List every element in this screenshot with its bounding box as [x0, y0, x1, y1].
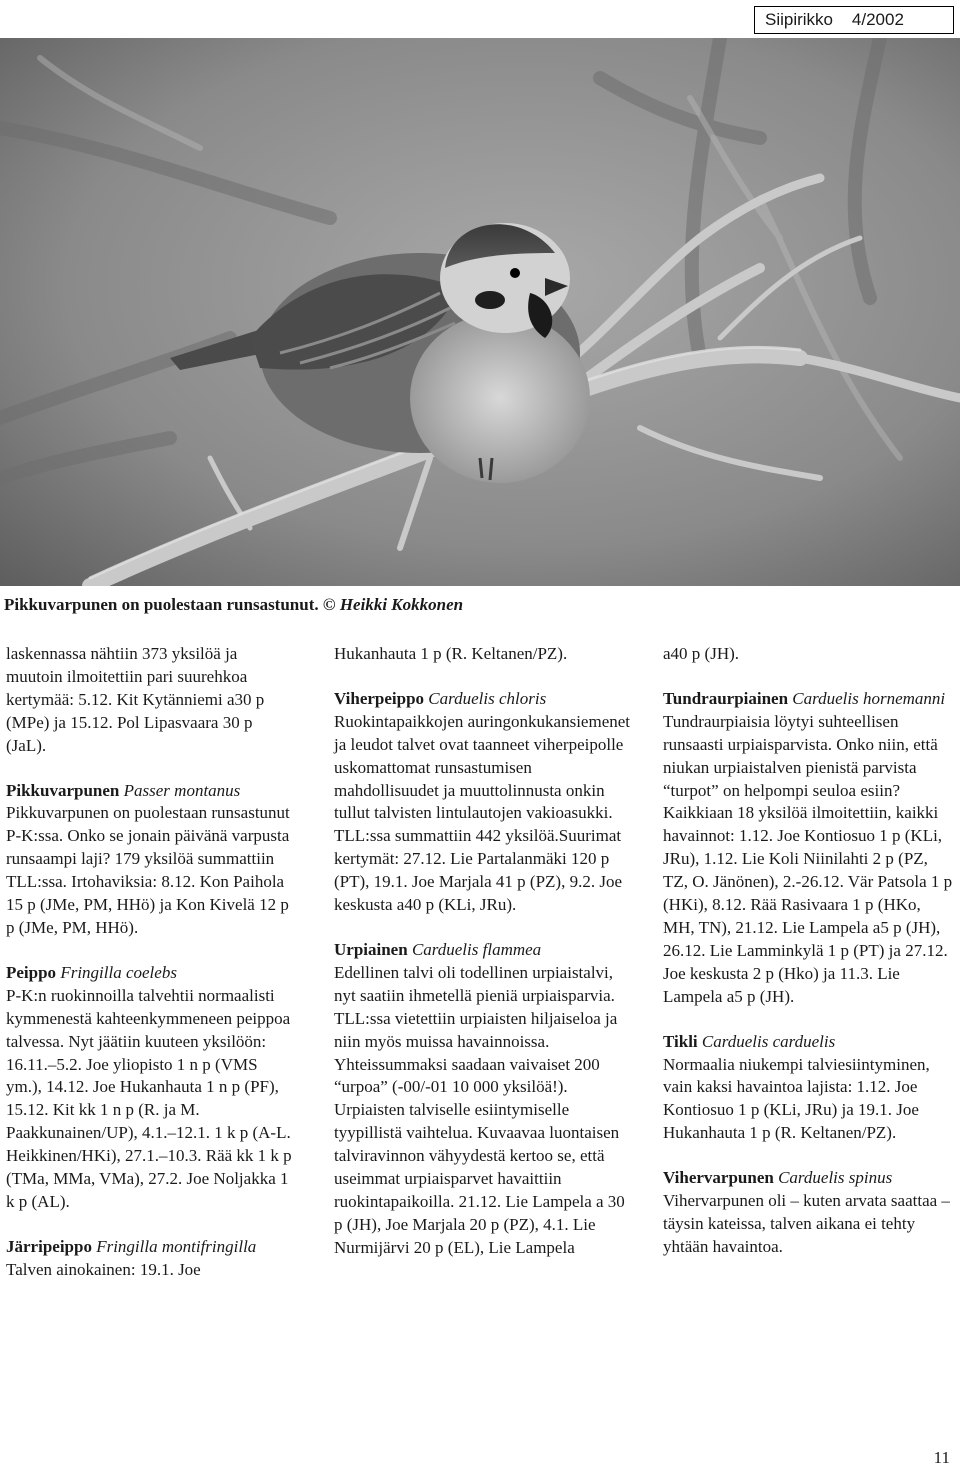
species-name: Pikkuvarpunen	[6, 780, 120, 800]
species-latin: Carduelis chloris	[428, 688, 547, 708]
species-name: Viherpeippo	[334, 688, 425, 708]
species-text: Ruokintapaikkojen auringonkukansiemenet ja leudot talvet ovat taanneet viherpeipolle uskomattomat runsastumisen mahdollisuudet ja muuttolinnusta onkin tullut talvisten lintulautojen vakioasukki. TLL:ssa summattiin 442 yksilöä.Suurimat kertymät: 27.12. Lie Partalanmäki 120 p (PT), 19.1. Joe Marjala 41 p (PZ), 9.2. Joe keskusta a40 p (KLi, JRu).	[334, 711, 631, 915]
paragraph: a40 p (JH).	[663, 644, 740, 663]
species-name: Urpiainen	[334, 939, 408, 959]
species-section-urpiainen	[334, 939, 630, 1260]
species-text: Edellinen talvi oli todellinen urpiaistalvi, nyt saatiin ihmetellä pieniä urpiaisparvia. TLL:ssa vietettiin urpiaisten hiljaiseloa ja niin myös muissa havainnoissa. Yhteissummaksi saadaan vaivaiset 200 “urpoa” (-00/-01 10 000 yksilöä!). Urpiaisten talviselle esiintymiselle tyypillistä vaihtelua. Kuvaavaa luontaisen talviravinnon vähyydestä kertoo se, että useimmat urpiaisparvet havaittiin ruokintapaikoilla. 21.12. Lie Lampela a 30 p (JH), Joe Marjala 20 p (PZ), 4.1. Lie Nurmijärvi 20 p (EL), Lie Lampela	[334, 962, 625, 1257]
bird-photo	[0, 38, 960, 586]
species-section-vihervarpunen	[663, 1167, 955, 1259]
species-text: Normaalia niukempi talviesiintyminen, vain kaksi havaintoa lajista: 1.12. Joe Kontiosuo 1 p (KLi, JRu) ja 19.1. Joe Hukanhauta 1 p (R. Keltanen/PZ).	[663, 1054, 930, 1143]
species-section-tikli	[663, 1031, 955, 1146]
species-section-peippo	[6, 962, 296, 1214]
species-latin: Carduelis spinus	[778, 1168, 893, 1188]
caption-credit: © Heikki Kokkonen	[322, 595, 464, 614]
species-text: P-K:n ruokinnoilla talvehtii normaalisti kymmenestä kahteenkymmeneen peippoa talvessa. Nyt jäätiin kuuteen yksilöön: 16.11.–5.2. Joe yliopisto 1 n p (VMS ym.), 14.12. Joe Hukanhauta 1 n p (PF), 15.12. Kit kk 1 n p (R. ja M. Paakkunainen/UP), 4.1.–12.1. 1 k p (A-L. Heikkinen/HKi), 27.1.–10.3. Rää kk 1 k p (TMa, MMa, VMa), 27.2. Joe Noljakka 1 k p (AL).	[6, 985, 292, 1211]
species-text: Vihervarpunen oli – kuten arvata saattaa – täysin kateissa, talven aikana ei tehty yhtään havaintoa.	[663, 1191, 950, 1256]
photo-caption	[4, 594, 954, 616]
species-section-viherpeippo	[334, 688, 630, 917]
species-name: Peippo	[6, 962, 57, 982]
species-text: Tundraurpiaisia löytyi suhteellisen runsaasti urpiaisparvista. Onko niin, että niukan urpiaistalven pienistä parvista “turpot” on helpompi seuloa esiin? Kaikkiaan 18 yksilöä ilmoitettiin, kaikki havainnot: 1.12. Joe Kontiosuo 1 p (KLi, JRu), 1.12. Lie Koli Niinilahti 2 p (PZ, TZ, O. Jänönen), 2.-26.12. Vär Patsola 1 p (HKi), 8.12. Rää Rasivaara 1 p (HKo, MH, TN), 21.12. Lie Lampela a5 p (JH), 26.12. Lie Lamminkylä 1 p (PT) ja 27.12. Joe keskusta 2 p (Hko) ja 11.3. Lie Lampela a5 p (JH).	[663, 711, 953, 1006]
species-name: Tundraurpiainen	[663, 688, 789, 708]
photo-illustration	[0, 38, 960, 586]
species-name: Vihervarpunen	[663, 1168, 774, 1188]
species-section-tundraurpiainen	[663, 688, 955, 1009]
running-title: Siipirikko 4/2002	[765, 10, 904, 29]
species-latin: Passer montanus	[123, 780, 241, 800]
paragraph: Hukanhauta 1 p (R. Keltanen/PZ).	[334, 644, 568, 663]
paragraph: laskennassa nähtiin 373 yksilöä ja muutoin ilmoitettiin pari suurehkoa kertymää: 5.12. Kit Kytänniemi a30 p (MPe) ja 15.12. Pol Lipasvaara 30 p (JaL).	[6, 644, 265, 755]
page-number: 11	[933, 1448, 950, 1467]
species-latin: Carduelis hornemanni	[792, 688, 946, 708]
caption-text: Pikkuvarpunen on puolestaan runsastunut.	[4, 595, 323, 614]
species-text: Talven ainokainen: 19.1. Joe	[6, 1259, 201, 1279]
text-column-2	[334, 643, 630, 1282]
running-header	[754, 6, 954, 34]
text-column-3	[663, 643, 955, 1281]
species-text: Pikkuvarpunen on puolestaan runsastunut P-K:ssa. Onko se jonain päivänä varpusta runsaampi laji? 179 yksilöä summattiin TLL:ssa. Irtohaviksia: 8.12. Kon Paihola 15 p (JMe, PM, HHö) ja Kon Kivelä 12 p p (JMe, PM, HHö).	[6, 803, 290, 937]
species-section-pikkuvarpunen	[6, 780, 296, 940]
species-name: Tikli	[663, 1031, 698, 1051]
species-section-jarripeippo	[6, 1236, 296, 1282]
species-latin: Carduelis carduelis	[701, 1031, 836, 1051]
text-column-1	[6, 643, 296, 1304]
species-latin: Fringilla montifringilla	[96, 1236, 257, 1256]
species-name: Järripeippo	[6, 1236, 92, 1256]
species-latin: Fringilla coelebs	[60, 962, 177, 982]
species-latin: Carduelis flammea	[411, 939, 542, 959]
